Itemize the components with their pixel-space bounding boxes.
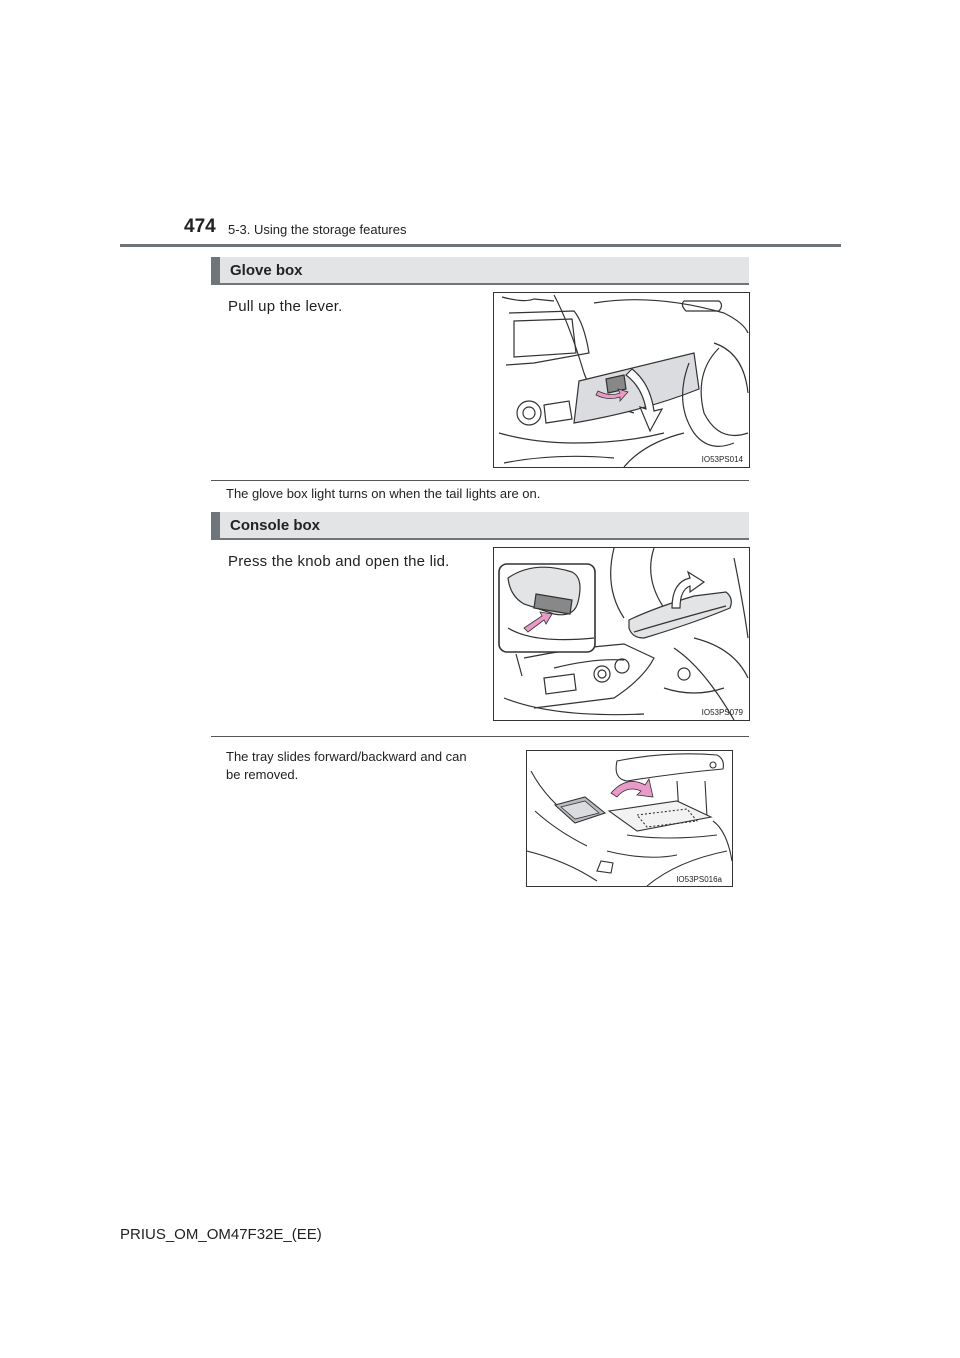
section-header-underline <box>211 538 749 540</box>
section-title: Glove box <box>230 262 303 279</box>
divider <box>211 480 749 481</box>
glove-box-instruction: Pull up the lever. <box>228 298 343 315</box>
section-header-underline <box>211 283 749 285</box>
console-box-note <box>226 748 467 784</box>
document-code: PRIUS_OM_OM47F32E_(EE) <box>120 1226 322 1243</box>
tray-remove-arrow-icon <box>611 779 653 797</box>
console-box-drawing <box>494 548 749 720</box>
divider <box>211 736 749 737</box>
console-box-instruction: Press the knob and open the lid. <box>228 553 450 570</box>
page-number: 474 <box>184 216 216 237</box>
figure-id: IO53PS016a <box>676 875 722 884</box>
figure-id: IO53PS079 <box>701 708 743 717</box>
note-line: The tray slides forward/backward and can <box>226 749 467 764</box>
header-divider <box>120 244 841 247</box>
section-title: Console box <box>230 517 321 534</box>
glove-box-drawing <box>494 293 749 467</box>
glove-box-note: The glove box light turns on when the tail lights are on. <box>226 486 541 501</box>
tray-drawing <box>527 751 732 886</box>
glove-box-illustration <box>493 292 750 468</box>
console-box-illustration <box>493 547 750 721</box>
section-header-glove-box <box>211 257 749 284</box>
section-header-console-box <box>211 512 749 539</box>
chapter-title: 5-3. Using the storage features <box>228 222 407 237</box>
note-line: be removed. <box>226 767 299 782</box>
tray-illustration <box>526 750 733 887</box>
figure-id: IO53PS014 <box>701 455 743 464</box>
